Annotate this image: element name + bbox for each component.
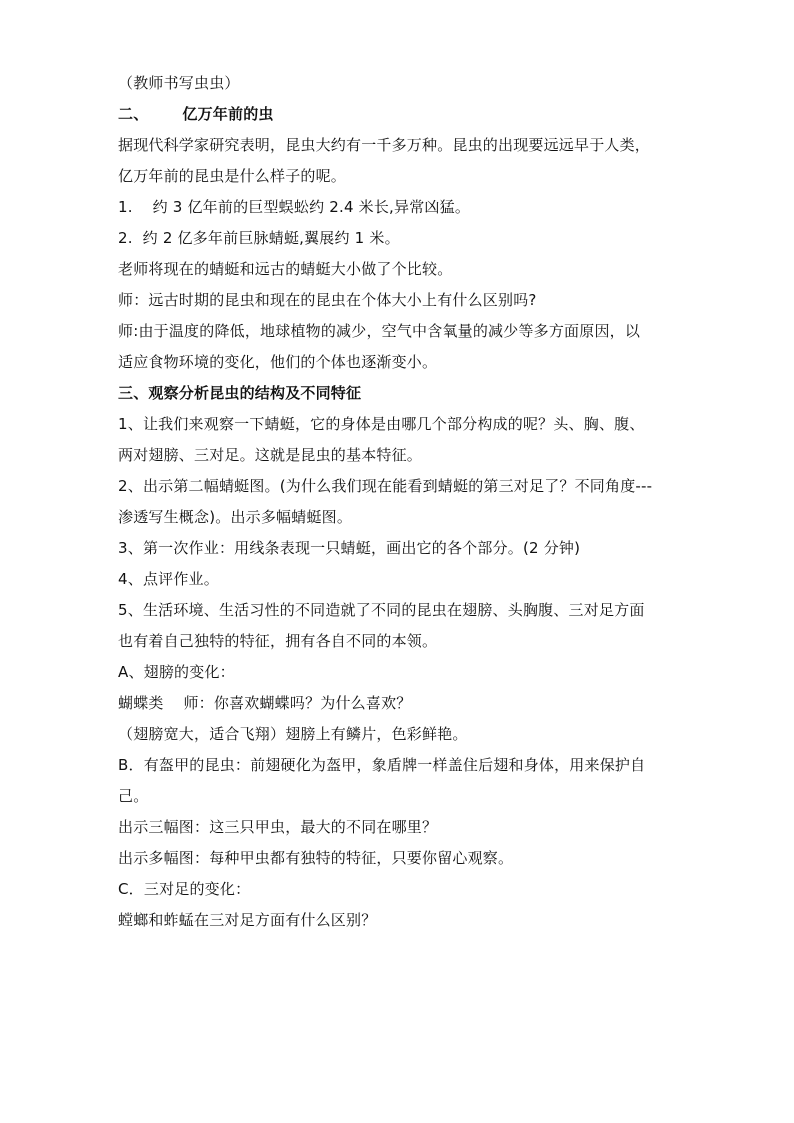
paragraph-line: 师：远古时期的昆虫和现在的昆虫在个体大小上有什么区别吗? xyxy=(118,291,537,309)
paragraph-line: （翅膀宽大，适合飞翔）翅膀上有鳞片，色彩鲜艳。 xyxy=(118,725,468,743)
paragraph-line: 螳螂和蚱蜢在三对足方面有什么区别？ xyxy=(118,911,377,929)
paragraph-line: 3、第一次作业：用线条表现一只蜻蜓，画出它的各个部分。(2 分钟) xyxy=(118,539,581,557)
paragraph-line: 亿万年前的昆虫是什么样子的呢。 xyxy=(118,167,347,185)
section-heading: 三、观察分析昆虫的结构及不同特征 xyxy=(118,384,362,402)
paragraph-line: 2、出示第二幅蜻蜓图。(为什么我们现在能看到蜻蜓的第三对足了？不同角度--- xyxy=(118,477,653,495)
list-item: 1. 约 3 亿年前的巨型蜈蚣约 2.4 米长,异常凶猛。 xyxy=(118,198,471,216)
section-title: 亿万年前的虫 xyxy=(182,105,274,123)
paragraph-line: 己。 xyxy=(118,787,149,805)
paragraph-line: 出示三幅图：这三只甲虫，最大的不同在哪里？ xyxy=(118,818,438,836)
paragraph-line: 蝴蝶类 师：你喜欢蝴蝶吗？为什么喜欢？ xyxy=(118,694,412,712)
paragraph-line: 1、让我们来观察一下蜻蜓，它的身体是由哪几个部分构成的呢？头、胸、腹、 xyxy=(118,415,645,433)
paragraph-line: 适应食物环境的变化，他们的个体也逐渐变小。 xyxy=(118,353,438,371)
subheading-line: B．有盔甲的昆虫：前翅硬化为盔甲，象盾牌一样盖住后翅和身体，用来保护自 xyxy=(118,756,646,774)
list-item: 2. 约 2 亿多年前巨脉蜻蜓,翼展约 1 米。 xyxy=(118,229,400,247)
paragraph-line: 师:由于温度的降低，地球植物的减少，空气中含氧量的减少等多方面原因，以 xyxy=(118,322,641,340)
paragraph-line: 也有着自己独特的特征，拥有各自不同的本领。 xyxy=(118,632,438,650)
subheading-line: C．三对足的变化： xyxy=(118,880,251,898)
paragraph-line: 5、生活环境、生活习性的不同造就了不同的昆虫在翅膀、头胸腹、三对足方面 xyxy=(118,601,645,619)
paragraph-line: 老师将现在的蜻蜓和远古的蜻蜓大小做了个比较。 xyxy=(118,260,453,278)
paragraph-line: 渗透写生概念)。出示多幅蜻蜓图。 xyxy=(118,508,353,526)
paragraph-line: 两对翅膀、三对足。这就是昆虫的基本特征。 xyxy=(118,446,423,464)
paragraph-line: 据现代科学家研究表明，昆虫大约有一千多万种。昆虫的出现要远远早于人类， xyxy=(118,136,651,154)
section-heading xyxy=(118,99,678,130)
paragraph-line: 出示多幅图：每种甲虫都有独特的特征，只要你留心观察。 xyxy=(118,849,514,867)
subheading-line: A、翅膀的变化： xyxy=(118,663,235,681)
document-body xyxy=(118,68,678,936)
paragraph-line: 4、点评作业。 xyxy=(118,570,219,588)
section-number: 二、 xyxy=(118,105,149,123)
paragraph-line: （教师书写虫虫） xyxy=(118,74,240,92)
